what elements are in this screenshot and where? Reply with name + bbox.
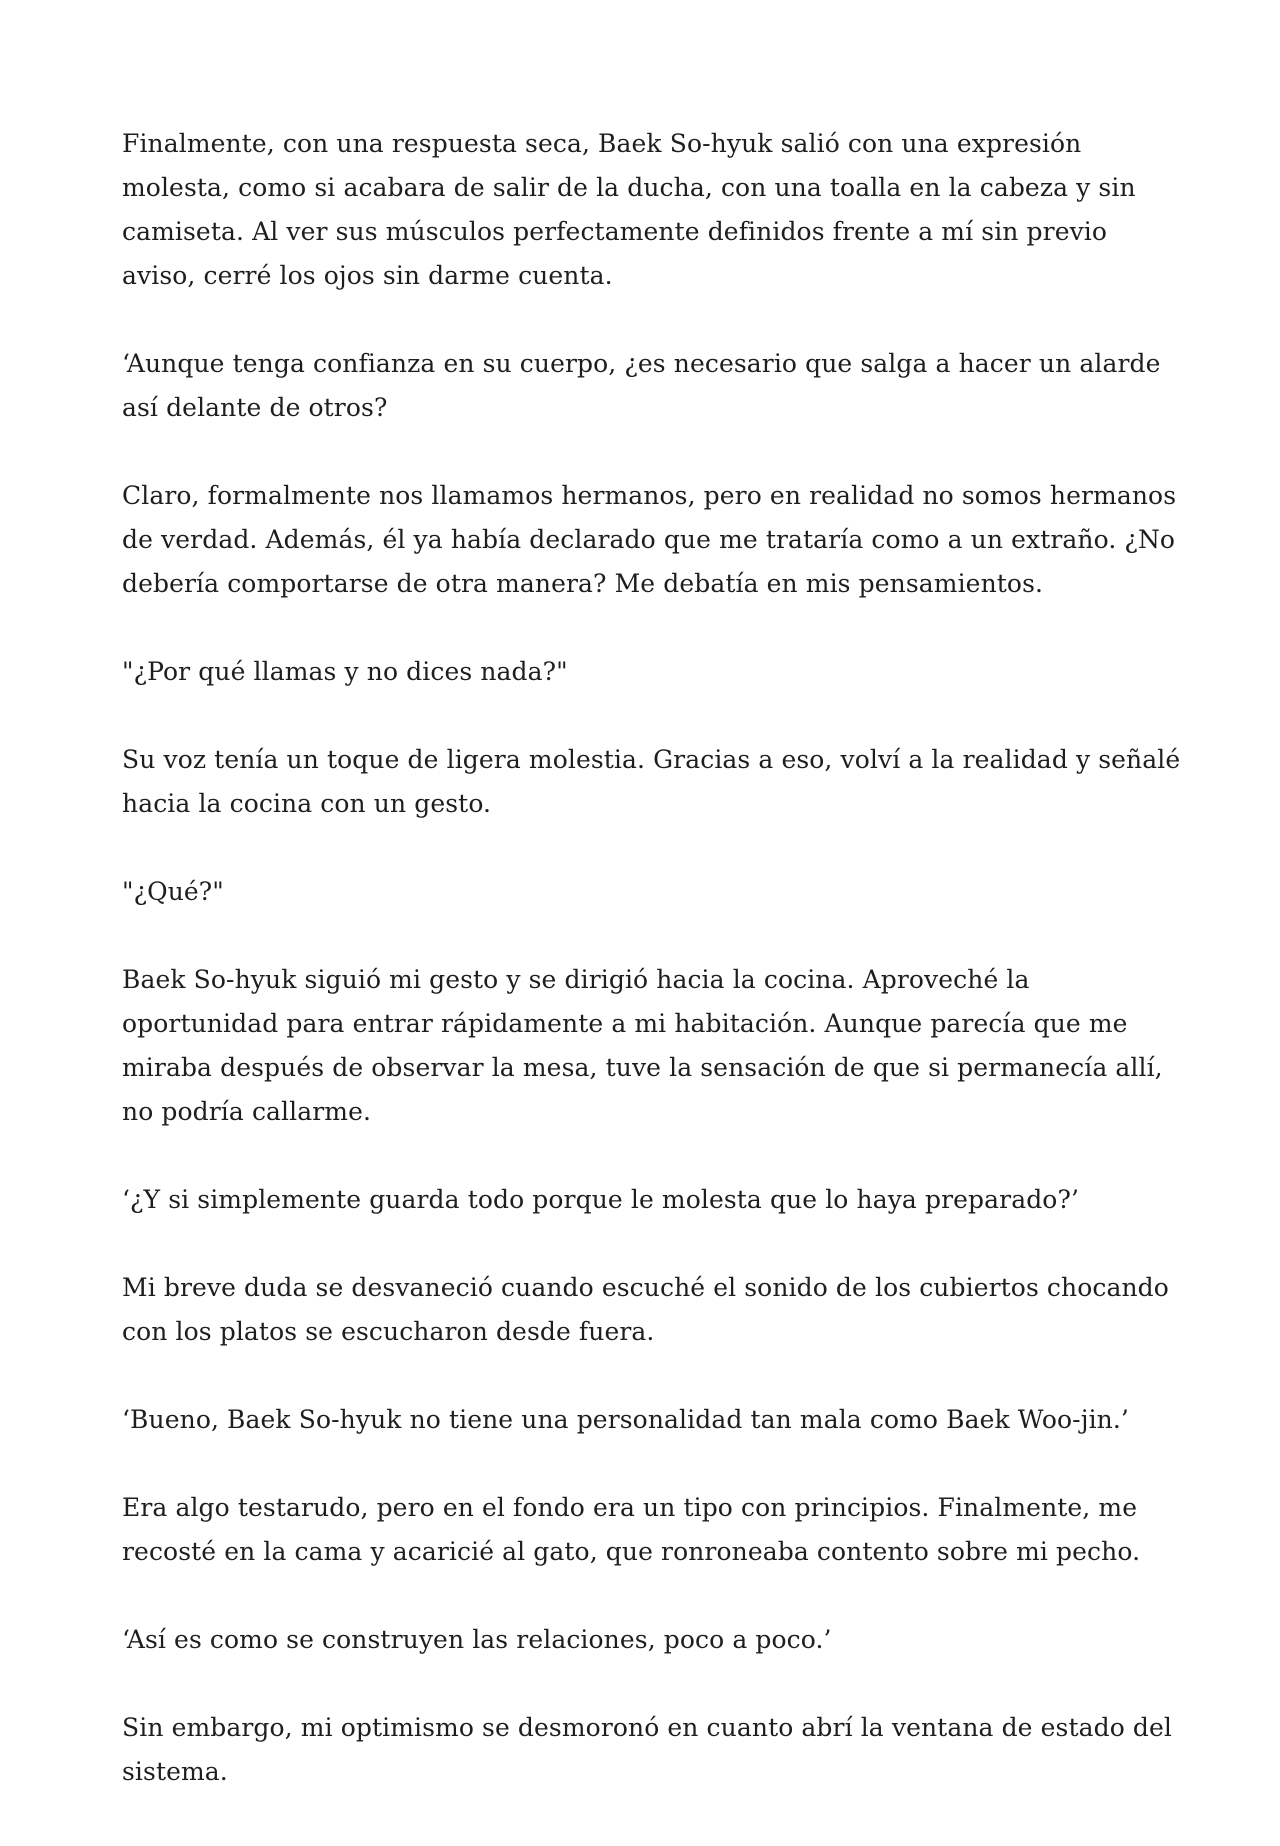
paragraph-6: "¿Qué?": [122, 877, 224, 906]
paragraph-2: ‘Aunque tenga confianza en su cuerpo, ¿es necesario que salga a hacer un alarde así delante de otros?: [122, 349, 1161, 422]
paragraph-9: Mi breve duda se desvaneció cuando escuché el sonido de los cubiertos chocando con los platos se escucharon desde fuera.: [122, 1273, 1169, 1346]
paragraph-10: ‘Bueno, Baek So-hyuk no tiene una personalidad tan mala como Baek Woo-jin.’: [122, 1405, 1129, 1434]
paragraph-1: Finalmente, con una respuesta seca, Baek So-hyuk salió con una expresión molesta, como si acabara de salir de la ducha, con una toalla en la cabeza y sin camiseta. Al ver sus músculos perfectamente definidos frente a mí sin previo aviso, cerré los ojos sin darme cuenta.: [122, 129, 1136, 290]
paragraph-13: Sin embargo, mi optimismo se desmoronó en cuanto abrí la ventana de estado del sistema.: [122, 1713, 1172, 1786]
paragraph-11: Era algo testarudo, pero en el fondo era un tipo con principios. Finalmente, me recosté en la cama y acaricié al gato, que ronroneaba contento sobre mi pecho.: [122, 1493, 1141, 1566]
paragraph-12: ‘Así es como se construyen las relaciones, poco a poco.’: [122, 1625, 832, 1654]
paragraph-8: ‘¿Y si simplemente guarda todo porque le molesta que lo haya preparado?’: [122, 1185, 1080, 1214]
paragraph-5: Su voz tenía un toque de ligera molestia. Gracias a eso, volví a la realidad y señalé hacia la cocina con un gesto.: [122, 745, 1181, 818]
document-page: [122, 122, 1182, 1794]
paragraph-3: Claro, formalmente nos llamamos hermanos, pero en realidad no somos hermanos de verdad. Además, él ya había declarado que me trataría como a un extraño. ¿No debería comportarse de otra manera? Me debatía en mis pensamientos.: [122, 481, 1177, 598]
paragraph-7: Baek So-hyuk siguió mi gesto y se dirigió hacia la cocina. Aproveché la oportunidad para entrar rápidamente a mi habitación. Aunque parecía que me miraba después de observar la mesa, tuve la sensación de que si permanecía allí, no podría callarme.: [122, 965, 1163, 1126]
paragraph-4: "¿Por qué llamas y no dices nada?": [122, 657, 568, 686]
